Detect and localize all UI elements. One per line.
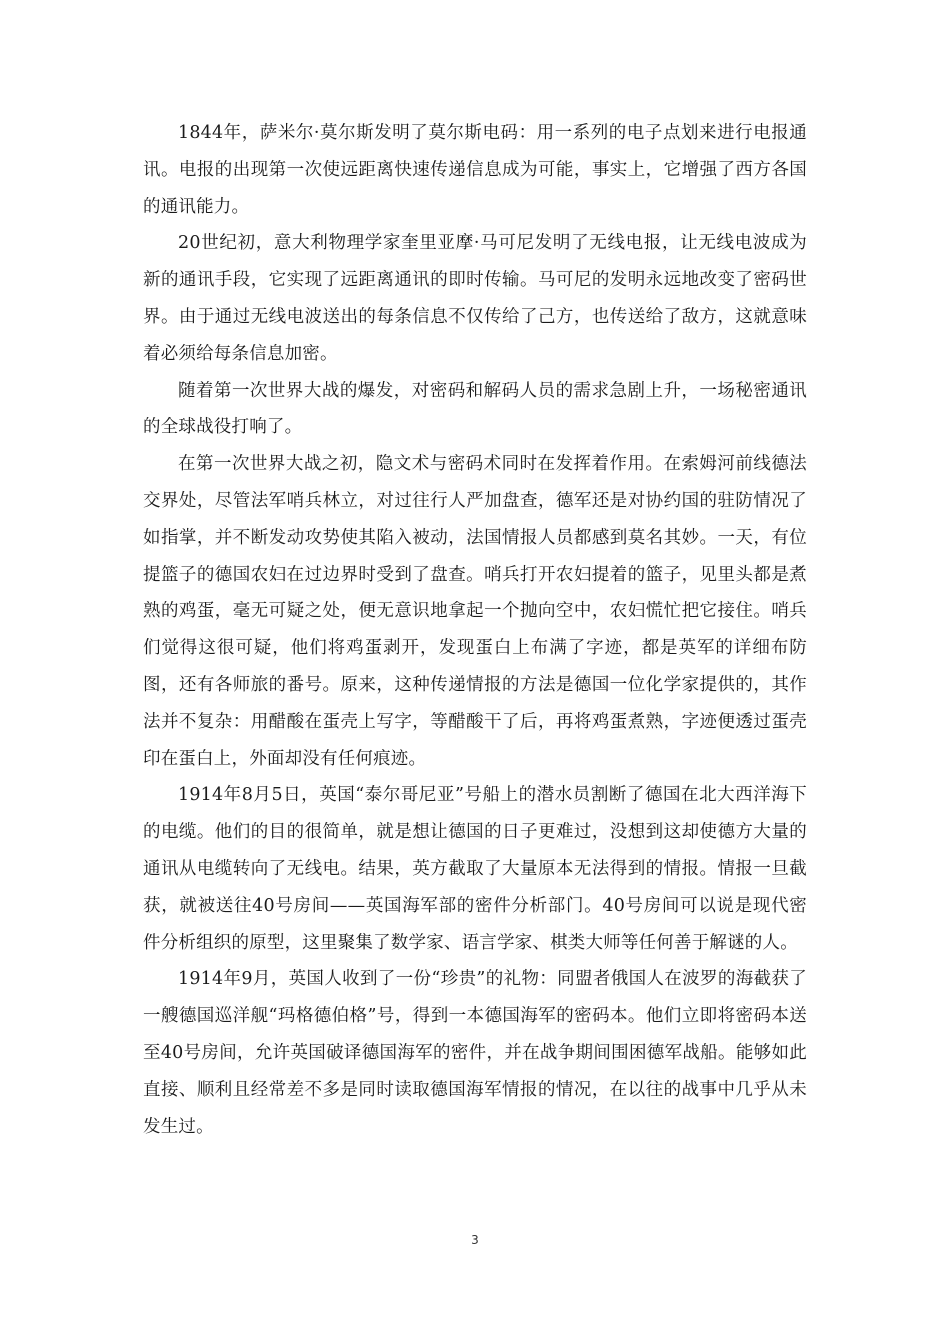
page-number: 3 [471, 1233, 479, 1247]
paragraph-egg-story: 在第一次世界大战之初，隐文术与密码术同时在发挥着作用。在索姆河前线德法交界处，尽管法军哨兵林立，对过往行人严加盘查，德军还是对协约国的驻防情况了如指掌，并不断发动攻势使其陷入被动，法国情报人员都感到莫名其妙。一天，有位提篮子的德国农妇在过边界时受到了盘查。哨兵打开农妇提着的篮子，见里头都是煮熟的鸡蛋，毫无可疑之处，便无意识地拿起一个抛向空中，农妇慌忙把它接住。哨兵们觉得这很可疑，他们将鸡蛋剥开，发现蛋白上布满了字迹，都是英军的详细布防图，还有各师旅的番号。原来，这种传递情报的方法是德国一位化学家提供的，其作法并不复杂：用醋酸在蛋壳上写字，等醋酸干了后，再将鸡蛋煮熟，字迹便透过蛋壳印在蛋白上，外面却没有任何痕迹。 [143, 454, 807, 769]
paragraph-morse: 1844年，萨米尔·莫尔斯发明了莫尔斯电码：用一系列的电子点划来进行电报通讯。电报的出现第一次使远距离快速传递信息成为可能，事实上，它增强了西方各国的通讯能力。 [143, 123, 807, 217]
paragraph-ww1: 随着第一次世界大战的爆发，对密码和解码人员的需求急剧上升，一场秘密通讯的全球战役打响了。 [143, 380, 807, 438]
paragraph-marconi: 20世纪初，意大利物理学家奎里亚摩·马可尼发明了无线电报，让无线电波成为新的通讯手段，它实现了远距离通讯的即时传输。马可尼的发明永远地改变了密码世界。由于通过无线电波送出的每条信息不仅传给了己方，也传送给了敌方，这就意味着必须给每条信息加密。 [143, 233, 807, 364]
paragraph-cable: 1914年8月5日，英国“泰尔哥尼亚”号船上的潜水员割断了德国在北大西洋海下的电缆。他们的目的很简单，就是想让德国的日子更难过，没想到这却使德方大量的通讯从电缆转向了无线电。结果，英方截取了大量原本无法得到的情报。情报一旦截获，就被送往40号房间——英国海军部的密件分析部门。40号房间可以说是现代密件分析组织的原型，这里聚集了数学家、语言学家、棋类大师等任何善于解谜的人。 [143, 785, 807, 953]
document-body [143, 115, 807, 1145]
paragraph-codebook: 1914年9月，英国人收到了一份“珍贵”的礼物：同盟者俄国人在波罗的海截获了一艘德国巡洋舰“玛格德伯格”号，得到一本德国海军的密码本。他们立即将密码本送至40号房间，允许英国破译德国海军的密件，并在战争期间围困德军战船。能够如此直接、顺利且经常差不多是同时读取德国海军情报的情况，在以往的战事中几乎从未发生过。 [143, 969, 807, 1137]
